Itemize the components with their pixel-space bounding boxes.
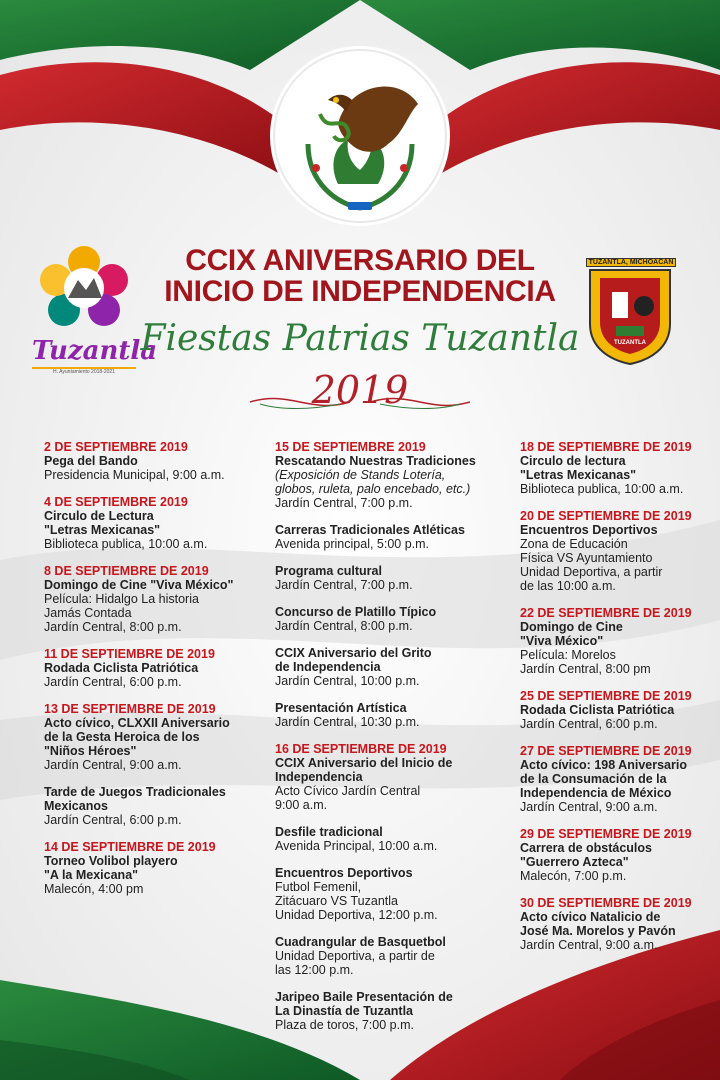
event-entry: [44, 495, 264, 551]
event-detail: Malecón, 7:00 p.m.: [520, 869, 627, 883]
seal-top-text: TUZANTLA, MICHOACAN: [586, 258, 676, 267]
event-detail: Película: Hidalgo La historia: [44, 592, 199, 606]
event-entry: [44, 702, 264, 772]
event-title: José Ma. Morelos y Pavón: [520, 924, 676, 938]
event-detail: Plaza de toros, 7:00 p.m.: [275, 1018, 414, 1032]
event-detail: Unidad Deportiva, a partir: [520, 565, 663, 579]
event-title: Acto cívico, CLXXII Aniversario: [44, 716, 230, 730]
event-date: 16 DE SEPTIEMBRE DE 2019: [275, 742, 447, 756]
event-detail: Jardín Central, 8:00 p.m.: [275, 619, 413, 633]
coat-of-arms-emblem: [268, 44, 452, 228]
schedule-column-2: [275, 440, 500, 1045]
event-detail: Malecón, 4:00 pm: [44, 882, 144, 896]
event-title: de Independencia: [275, 660, 381, 674]
event-entry: [275, 701, 500, 729]
event-title: La Dinastía de Tuzantla: [275, 1004, 413, 1018]
event-title: Domingo de Cine: [520, 620, 623, 634]
schedule-column-3: [520, 440, 710, 965]
event-detail: Futbol Femenil,: [275, 880, 362, 894]
event-date: 14 DE SEPTIEMBRE DE 2019: [44, 840, 216, 854]
event-title: Carrera de obstáculos: [520, 841, 652, 855]
event-title: Carreras Tradicionales Atléticas: [275, 523, 465, 537]
event-entry: [520, 606, 710, 676]
event-detail: Física VS Ayuntamiento: [520, 551, 653, 565]
event-title: Encuentros Deportivos: [275, 866, 413, 880]
event-detail: las 12:00 p.m.: [275, 963, 354, 977]
event-date: 25 DE SEPTIEMBRE DE 2019: [520, 689, 692, 703]
event-entry: [520, 440, 710, 496]
event-title: "A la Mexicana": [44, 868, 139, 882]
event-entry: [275, 935, 500, 977]
event-title: Independencia: [275, 770, 363, 784]
event-title: "Letras Mexicanas": [44, 523, 161, 537]
seal-bottom-text: TUZANTLA: [614, 340, 646, 346]
event-date: 20 DE SEPTIEMBRE DE 2019: [520, 509, 692, 523]
event-entry: [44, 564, 264, 634]
event-title: "Niños Héroes": [44, 744, 137, 758]
event-entry: [275, 866, 500, 922]
event-detail: Jardín Central, 8:00 pm: [520, 662, 651, 676]
event-detail: Unidad Deportiva, 12:00 p.m.: [275, 908, 438, 922]
event-detail: Película: Morelos: [520, 648, 616, 662]
event-date: 18 DE SEPTIEMBRE DE 2019: [520, 440, 692, 454]
event-date: 29 DE SEPTIEMBRE DE 2019: [520, 827, 692, 841]
event-description: globos, ruleta, palo encebado, etc.): [275, 482, 471, 496]
event-title: Acto cívico: 198 Aniversario: [520, 758, 687, 772]
event-date: 2 DE SEPTIEMBRE 2019: [44, 440, 188, 454]
logo-left-caption: H. Ayuntamiento 2018-2021: [32, 367, 136, 375]
event-entry: [44, 440, 264, 482]
event-date: 4 DE SEPTIEMBRE 2019: [44, 495, 188, 509]
event-entry: [520, 896, 710, 952]
event-title: Tarde de Juegos Tradicionales: [44, 785, 226, 799]
subtitle-script: Fiestas Patrias Tuzantla: [140, 318, 580, 359]
event-detail: Avenida Principal, 10:00 a.m.: [275, 839, 438, 853]
event-entry: [520, 689, 710, 731]
event-date: 27 DE SEPTIEMBRE DE 2019: [520, 744, 692, 758]
event-entry: [275, 825, 500, 853]
event-title: de la Gesta Heroica de los: [44, 730, 200, 744]
event-title: "Guerrero Azteca": [520, 855, 629, 869]
event-title: Torneo Volibol playero: [44, 854, 178, 868]
event-title: Rodada Ciclista Patriótica: [44, 661, 199, 675]
title-line-2: INICIO DE INDEPENDENCIA: [164, 275, 556, 308]
event-detail: Jardín Central, 9:00 a.m.: [44, 758, 182, 772]
event-entry: [44, 840, 264, 896]
year-script: 2019: [311, 368, 409, 412]
event-title: de la Consumación de la: [520, 772, 667, 786]
event-title: Rodada Ciclista Patriótica: [520, 703, 675, 717]
event-date: 15 DE SEPTIEMBRE 2019: [275, 440, 426, 454]
event-detail: Presidencia Municipal, 9:00 a.m.: [44, 468, 225, 482]
event-title: Domingo de Cine "Viva México": [44, 578, 234, 592]
event-title: Rescatando Nuestras Tradiciones: [275, 454, 476, 468]
event-detail: 9:00 a.m.: [275, 798, 328, 812]
event-title: "Letras Mexicanas": [520, 468, 637, 482]
event-title: "Viva México": [520, 634, 604, 648]
event-title: Encuentros Deportivos: [520, 523, 658, 537]
event-detail: Avenida principal, 5:00 p.m.: [275, 537, 430, 551]
event-detail: Jardín Central, 6:00 p.m.: [44, 675, 182, 689]
event-entry: [275, 990, 500, 1032]
event-entry: [44, 785, 264, 827]
event-detail: Jardín Central, 6:00 p.m.: [520, 717, 658, 731]
event-detail: Jardín Central, 10:30 p.m.: [275, 715, 420, 729]
event-detail: Biblioteca publica, 10:00 a.m.: [520, 482, 684, 496]
event-detail: Jamás Contada: [44, 606, 132, 620]
event-detail: Zona de Educación: [520, 537, 628, 551]
event-detail: Jardín Central, 10:00 p.m.: [275, 674, 420, 688]
event-title: Circulo de Lectura: [44, 509, 154, 523]
event-date: 11 DE SEPTIEMBRE DE 2019: [44, 647, 215, 661]
event-entry: [275, 646, 500, 688]
event-title: Desfile tradicional: [275, 825, 383, 839]
title-line-1: CCIX ANIVERSARIO DEL: [185, 244, 535, 277]
event-entry: [275, 440, 500, 510]
event-description: (Exposición de Stands Lotería,: [275, 468, 446, 482]
event-title: Jaripeo Baile Presentación de: [275, 990, 453, 1004]
event-title: Circulo de lectura: [520, 454, 626, 468]
event-detail: Jardín Central, 9:00 a.m.: [520, 938, 658, 952]
event-entry: [275, 523, 500, 551]
event-entry: [520, 509, 710, 593]
event-title: Programa cultural: [275, 564, 382, 578]
event-title: CCIX Aniversario del Inicio de: [275, 756, 453, 770]
event-date: 8 DE SEPTIEMBRE DE 2019: [44, 564, 209, 578]
logo-left-name: Tuzantla: [32, 336, 158, 366]
event-detail: Acto Cívico Jardín Central: [275, 784, 421, 798]
event-entry: [275, 605, 500, 633]
event-title: Concurso de Platillo Típico: [275, 605, 437, 619]
event-detail: Jardín Central, 8:00 p.m.: [44, 620, 182, 634]
event-title: Cuadrangular de Basquetbol: [275, 935, 446, 949]
event-title: Independencia de México: [520, 786, 672, 800]
schedule-column-1: [44, 440, 264, 909]
event-detail: Unidad Deportiva, a partir de: [275, 949, 435, 963]
event-detail: Jardín Central, 7:00 p.m.: [275, 496, 413, 510]
event-detail: Zitácuaro VS Tuzantla: [275, 894, 398, 908]
event-detail: Jardín Central, 7:00 p.m.: [275, 578, 413, 592]
event-entry: [520, 744, 710, 814]
event-detail: Biblioteca publica, 10:00 a.m.: [44, 537, 208, 551]
event-date: 22 DE SEPTIEMBRE DE 2019: [520, 606, 692, 620]
event-detail: Jardín Central, 9:00 a.m.: [520, 800, 658, 814]
event-entry: [44, 647, 264, 689]
event-title: Pega del Bando: [44, 454, 138, 468]
event-title: Presentación Artística: [275, 701, 407, 715]
event-title: Mexicanos: [44, 799, 108, 813]
event-entry: [520, 827, 710, 883]
event-entry: [275, 742, 500, 812]
event-title: Acto cívico Natalicio de: [520, 910, 661, 924]
event-entry: [275, 564, 500, 592]
event-date: 13 DE SEPTIEMBRE DE 2019: [44, 702, 216, 716]
event-detail: de las 10:00 a.m.: [520, 579, 616, 593]
event-date: 30 DE SEPTIEMBRE DE 2019: [520, 896, 692, 910]
event-detail: Jardín Central, 6:00 p.m.: [44, 813, 182, 827]
event-title: CCIX Aniversario del Grito: [275, 646, 432, 660]
